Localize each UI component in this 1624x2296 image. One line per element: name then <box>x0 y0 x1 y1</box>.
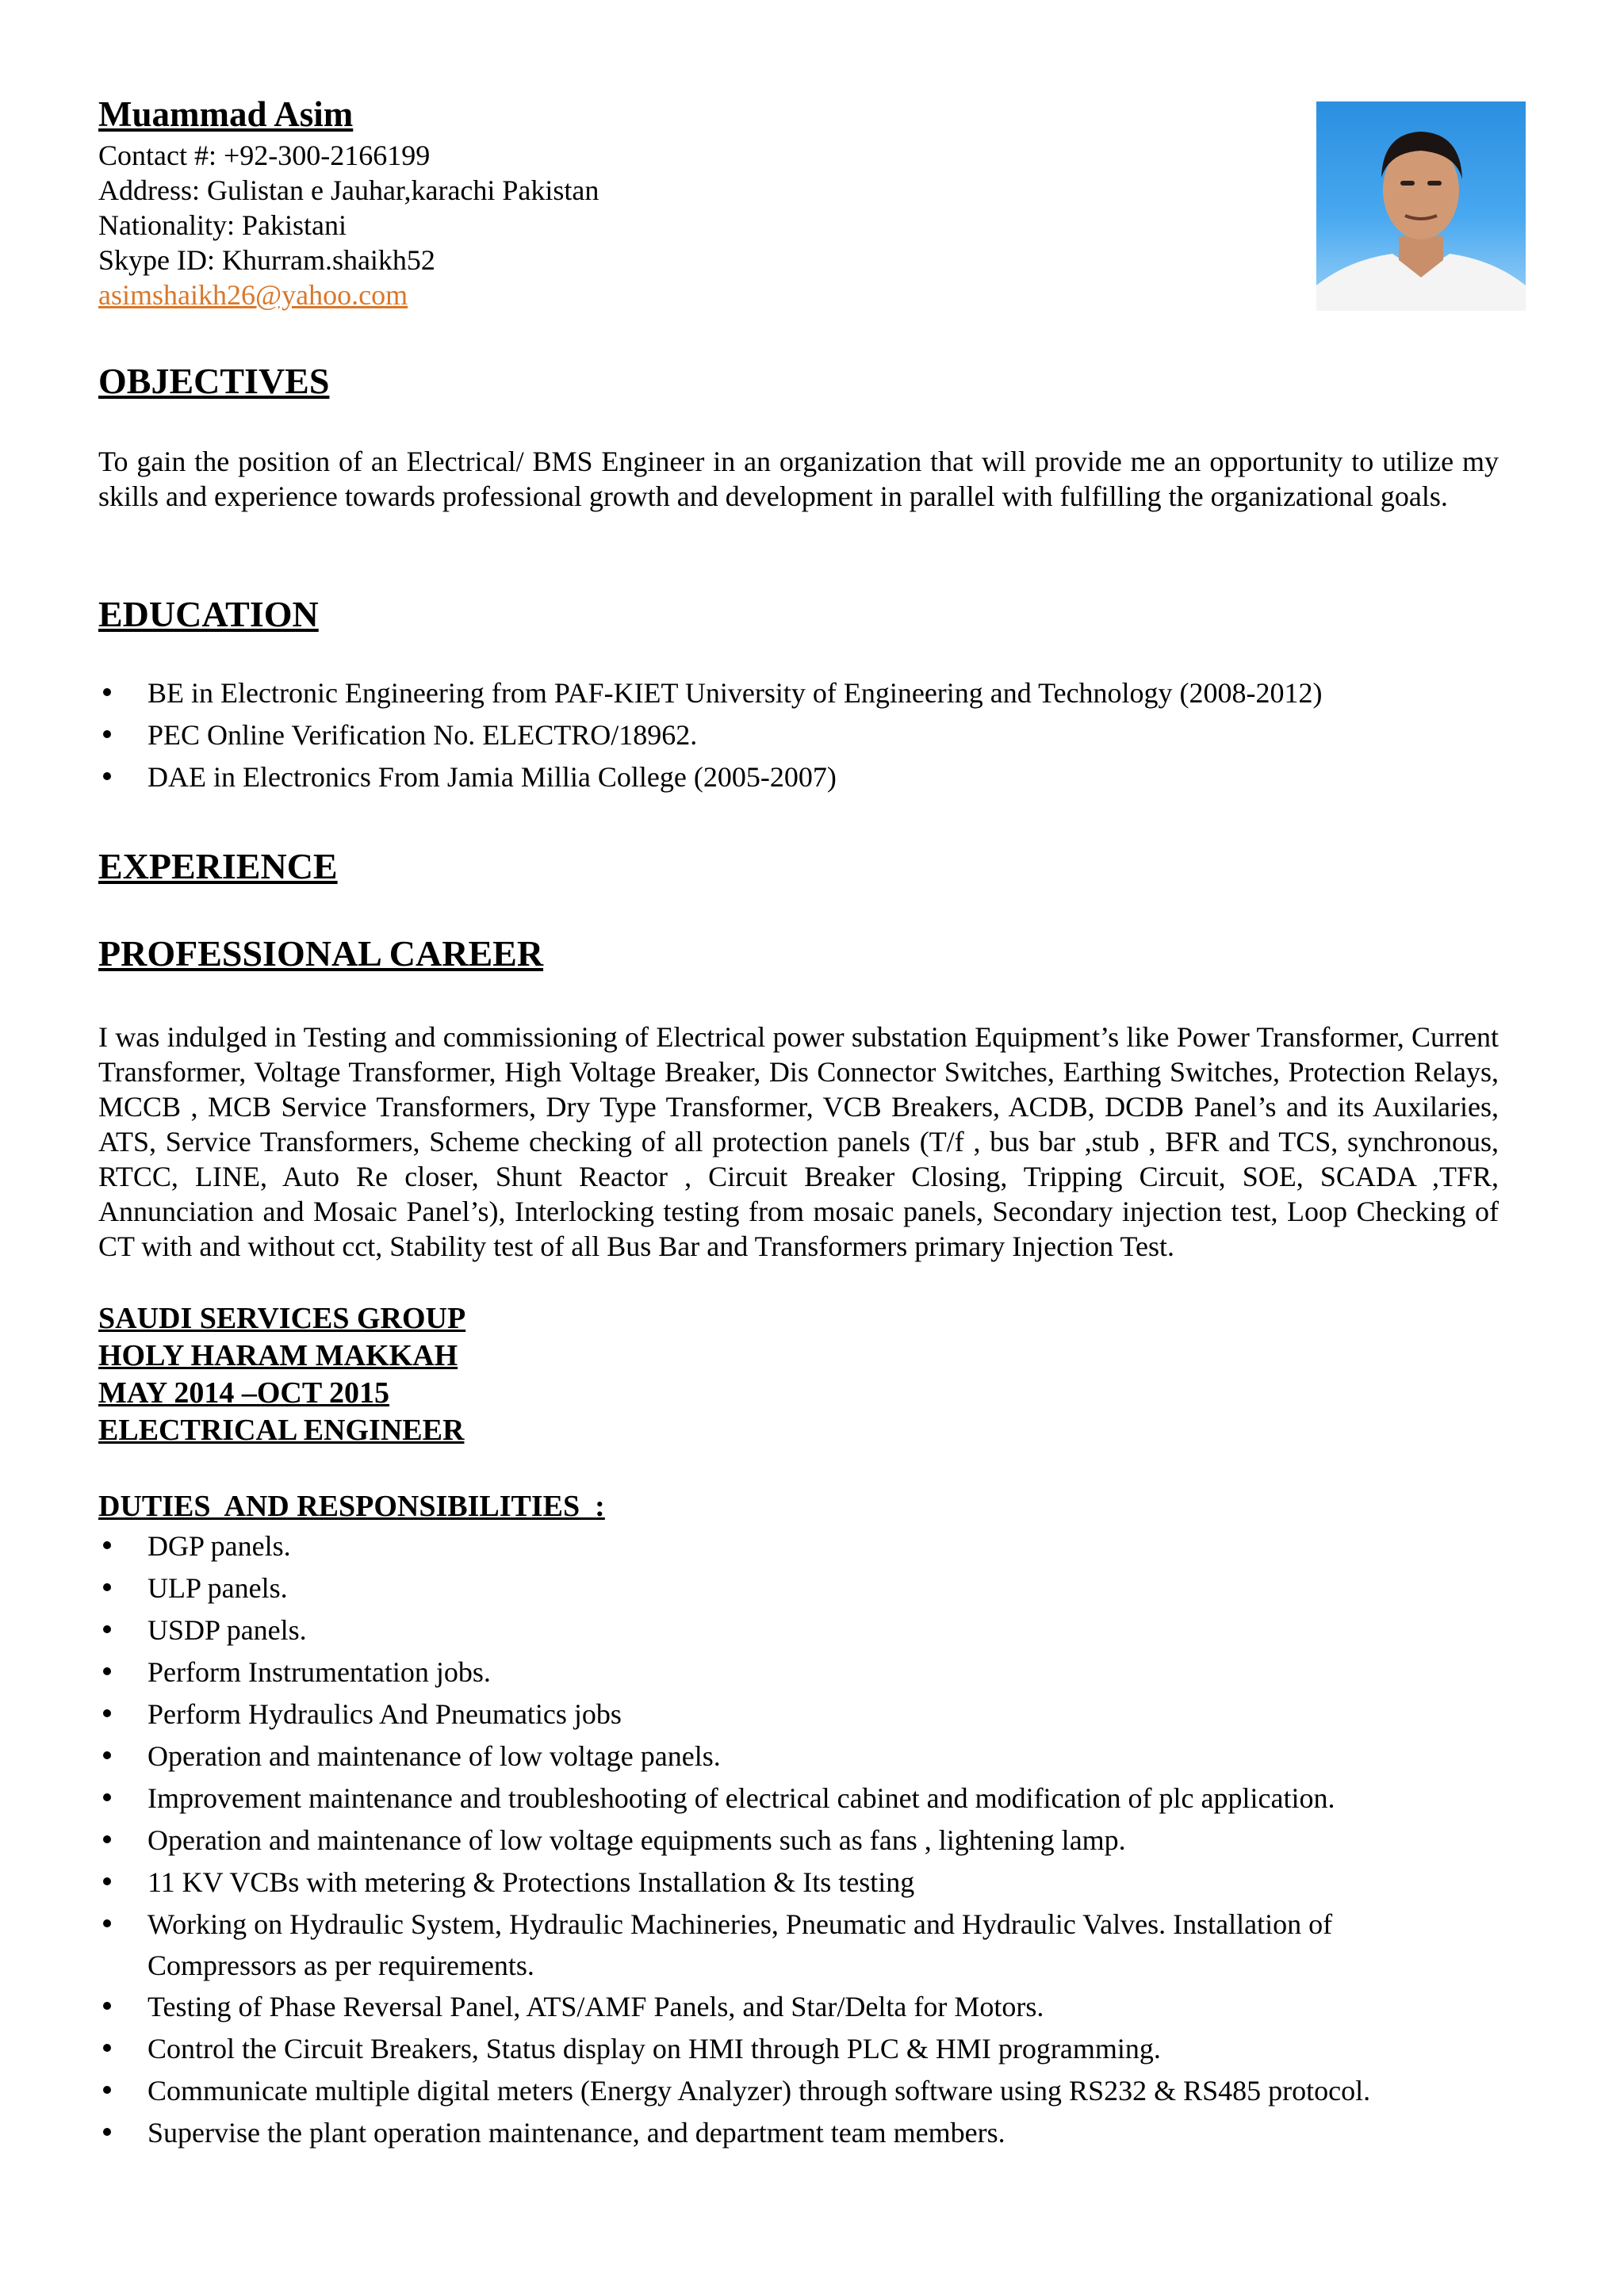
contact-phone: Contact #: +92-300-2166199 <box>98 140 431 171</box>
contact-block <box>98 138 599 312</box>
career-summary: I was indulged in Testing and commissioning of Electrical power substation Equipment’s like Power Transformer, Current Transformer, Voltage Transformer, High Voltage Breaker, Dis Connector Switches, Earthing Switches, Protection Relays, MCCB , MCB Service Transformers, Dry Type Transformer, VCB Breakers, ACDB, DCDB Panel’s and its Auxilaries, ATS, Service Transformers, Scheme checking of all protection panels (T/f , bus bar ,stub , BFR and TCS, synchronous, RTCC, LINE, Auto Re closer, Shunt Reactor , Circuit Breaker Closing, Tripping Circuit, SOE, SCADA ,TFR, Annunciation and Mosaic Panel’s), Interlocking testing from mosaic panels, Secondary injection test, Loop Checking of CT with and without cct, Stability test of all Bus Bar and Transformers primary Injection Test. <box>98 1021 1499 1262</box>
profile-photo <box>1316 101 1526 311</box>
company-name: SAUDI SERVICES GROUP <box>98 1302 466 1335</box>
duties-heading: DUTIES AND RESPONSIBILITIES : <box>98 1490 605 1523</box>
education-list <box>98 672 1323 798</box>
duty-item: 11 KV VCBs with metering & Protections Installation & Its testing <box>98 1862 1480 1904</box>
job-period: MAY 2014 –OCT 2015 <box>98 1376 390 1410</box>
duties-list <box>98 1525 1480 2154</box>
education-item: DAE in Electronics From Jamia Millia College (2005-2007) <box>98 756 1323 798</box>
objectives-heading: OBJECTIVES <box>98 361 330 401</box>
duty-item: Supervise the plant operation maintenance, and department team members. <box>98 2112 1480 2154</box>
duty-item: Operation and maintenance of low voltage equipments such as fans , lightening lamp. <box>98 1820 1480 1862</box>
duty-item: Control the Circuit Breakers, Status display on HMI through PLC & HMI programming. <box>98 2028 1480 2070</box>
education-item: PEC Online Verification No. ELECTRO/18962. <box>98 714 1323 756</box>
contact-nationality: Nationality: Pakistani <box>98 209 347 241</box>
candidate-name: Muammad Asim <box>98 94 354 134</box>
job-header <box>98 1300 465 1449</box>
duty-item: ULP panels. <box>98 1567 1480 1609</box>
contact-address: Address: Gulistan e Jauhar,karachi Pakistan <box>98 174 599 206</box>
duty-item: Communicate multiple digital meters (Energy Analyzer) through software using RS232 & RS485 protocol. <box>98 2070 1480 2112</box>
job-location: HOLY HARAM MAKKAH <box>98 1339 458 1372</box>
duty-item: Working on Hydraulic System, Hydraulic Machineries, Pneumatic and Hydraulic Valves. Installation of Compressors as per requirements. <box>98 1904 1480 1986</box>
duty-item: Improvement maintenance and troubleshooting of electrical cabinet and modification of plc application. <box>98 1777 1480 1820</box>
objectives-text: To gain the position of an Electrical/ BMS Engineer in an organization that will provide me an opportunity to utilize my skills and experience towards professional growth and development in parallel with fulfilling the organizational goals. <box>98 446 1499 512</box>
duty-item: USDP panels. <box>98 1609 1480 1651</box>
profile-photo-illustration <box>1316 101 1526 311</box>
duty-item: Testing of Phase Reversal Panel, ATS/AMF Panels, and Star/Delta for Motors. <box>98 1986 1480 2028</box>
experience-heading: EXPERIENCE <box>98 846 338 886</box>
education-item: BE in Electronic Engineering from PAF-KIET University of Engineering and Technology (2008-2012) <box>98 672 1323 714</box>
duty-item: DGP panels. <box>98 1525 1480 1567</box>
email-link[interactable]: asimshaikh26@yahoo.com <box>98 279 408 311</box>
professional-career-heading: PROFESSIONAL CAREER <box>98 933 544 974</box>
duty-item: Perform Instrumentation jobs. <box>98 1651 1480 1693</box>
duty-item: Perform Hydraulics And Pneumatics jobs <box>98 1693 1480 1735</box>
job-role: ELECTRICAL ENGINEER <box>98 1414 465 1447</box>
education-heading: EDUCATION <box>98 594 319 634</box>
contact-skype: Skype ID: Khurram.shaikh52 <box>98 244 435 276</box>
duty-item: Operation and maintenance of low voltage panels. <box>98 1735 1480 1777</box>
